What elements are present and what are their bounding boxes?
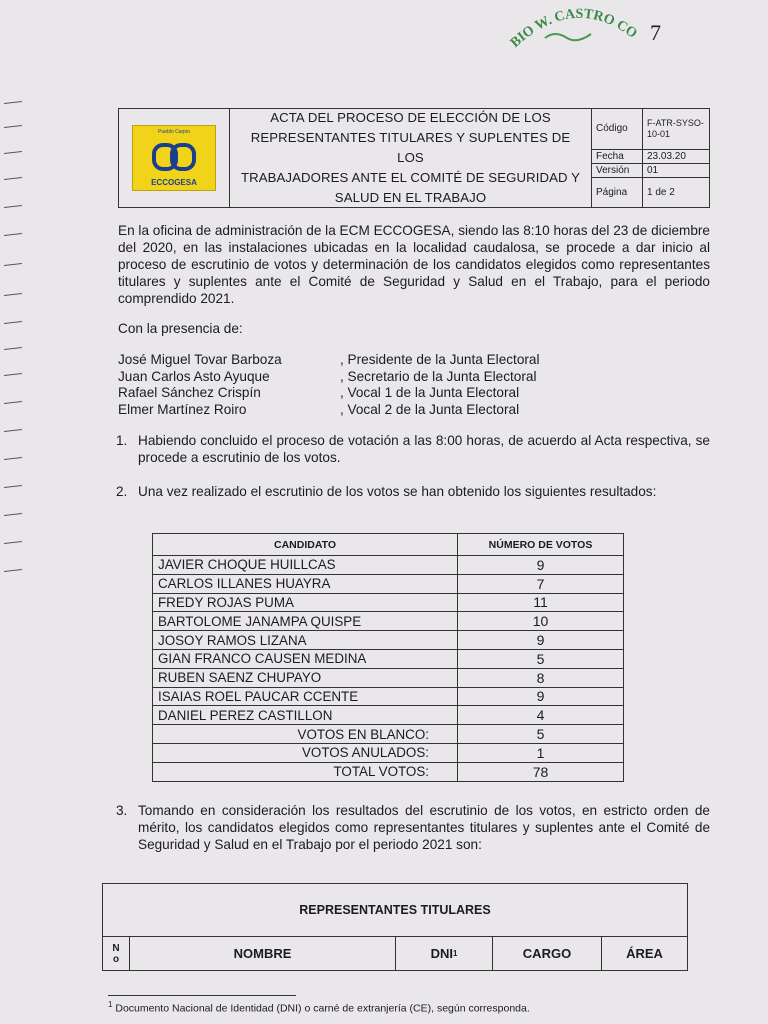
column-header-dni [396, 937, 493, 970]
vote-count: 5 [458, 649, 624, 668]
item-number: 1. [116, 433, 128, 448]
title-line: SALUD EN EL TRABAJO [334, 190, 487, 205]
document-meta [592, 109, 709, 207]
intro-paragraph: En la oficina de administración de la ECM ECCOGESA, siendo las 8:10 horas del 23 de diciembre del 2020, en las instalaciones ubicadas en la localidad caudalosa, se procede a dar inicio al proceso de escrutinio de votos y determinación de los candidatos elegidos como representantes titulares y suplentes ante el Comité de Seguridad y Salud en el Trabajo, para el periodo comprendido 2021. [118, 223, 710, 306]
candidate-name: RUBEN SAENZ CHUPAYO [153, 668, 458, 687]
vote-count: 8 [458, 668, 624, 687]
item-2 [116, 483, 710, 500]
meta-label: Página [592, 177, 643, 207]
table-row [153, 706, 624, 725]
item-3 [116, 802, 710, 853]
member-name: José Miguel Tovar Barboza [118, 352, 282, 367]
column-header-no-top: N [112, 942, 120, 954]
column-header: CANDIDATO [153, 534, 458, 556]
column-header: NÚMERO DE VOTOS [458, 534, 624, 556]
member-row [118, 385, 540, 402]
page-number: 7 [650, 20, 661, 45]
member-role: , Secretario de la Junta Electoral [340, 368, 537, 384]
document-header [118, 108, 710, 208]
vote-count: 7 [458, 574, 624, 593]
totals-row [153, 725, 624, 744]
meta-value: 23.03.20 [643, 149, 710, 163]
votes-table [152, 533, 624, 782]
footnote-divider [108, 995, 296, 996]
footnote [108, 1000, 530, 1015]
column-header-no-bottom: o [112, 953, 120, 965]
column-header-area: ÁREA [626, 946, 663, 961]
item-text: Habiendo concluido el proceso de votación a las 8:00 horas, de acuerdo al Acta respectiva, se procede a escrutinio de los votos. [138, 433, 710, 465]
logo-tagline: Pueblo Carpio [158, 129, 190, 135]
totals-label: VOTOS EN BLANCO: [153, 725, 458, 744]
vote-count: 9 [458, 631, 624, 650]
member-name: Juan Carlos Asto Ayuque [118, 368, 270, 384]
candidate-name: CARLOS ILLANES HUAYRA [153, 574, 458, 593]
company-logo [132, 125, 216, 191]
member-row [118, 352, 540, 369]
table-row [153, 631, 624, 650]
item-number: 2. [116, 484, 128, 499]
votes-header-row [153, 534, 624, 556]
member-row [118, 369, 540, 386]
table-row [153, 687, 624, 706]
totals-row [153, 762, 624, 781]
vote-count: 9 [458, 687, 624, 706]
title-line: TRABAJADORES ANTE EL COMITÉ DE SEGURIDAD Y [240, 170, 581, 185]
logo-cell [119, 109, 230, 207]
representatives-table [102, 883, 688, 971]
member-role: , Vocal 2 de la Junta Electoral [340, 401, 520, 417]
vote-count: 10 [458, 612, 624, 631]
table-row [153, 612, 624, 631]
junta-members [118, 352, 540, 418]
svg-text:BIO W. CASTRO CO: BIO W. CASTRO CO [507, 6, 640, 50]
representatives-title: REPRESENTANTES TITULARES [103, 884, 687, 937]
document-title [230, 109, 592, 207]
title-line: REPRESENTANTES TITULARES Y SUPLENTES DE LOS [250, 130, 571, 165]
presence-label: Con la presencia de: [118, 321, 243, 336]
candidate-name: JAVIER CHOQUE HUILLCAS [153, 556, 458, 575]
meta-label: Versión [592, 163, 643, 177]
logo-rings-icon [151, 141, 197, 173]
meta-label: Código [592, 109, 643, 149]
candidate-name: JOSOY RAMOS LIZANA [153, 631, 458, 650]
member-name: Elmer Martínez Roiro [118, 401, 247, 417]
representatives-header-row [103, 937, 687, 970]
table-row [153, 556, 624, 575]
vote-count: 4 [458, 706, 624, 725]
vote-count: 11 [458, 593, 624, 612]
item-text: Tomando en consideración los resultados del escrutinio de los votos, en estricto orden de mérito, los candidatos elegidos como representantes titulares y suplentes ante el Comité de Seguridad y Salud en el Trabajo por el periodo 2021 son: [138, 803, 710, 852]
totals-label: TOTAL VOTOS: [153, 762, 458, 781]
column-header-cargo: CARGO [493, 937, 602, 970]
column-header-name: NOMBRE [130, 937, 396, 970]
totals-label: VOTOS ANULADOS: [153, 743, 458, 762]
candidate-name: BARTOLOME JANAMPA QUISPE [153, 612, 458, 631]
member-role: , Presidente de la Junta Electoral [340, 352, 540, 367]
candidate-name: FREDY ROJAS PUMA [153, 593, 458, 612]
item-number: 3. [116, 803, 128, 818]
totals-value: 1 [458, 743, 624, 762]
item-text: Una vez realizado el escrutinio de los votos se han obtenido los siguientes resultados: [138, 484, 657, 499]
totals-value: 5 [458, 725, 624, 744]
margin-tick-marks [4, 90, 26, 610]
table-row [153, 593, 624, 612]
totals-value: 78 [458, 762, 624, 781]
table-row [153, 668, 624, 687]
member-role: , Vocal 1 de la Junta Electoral [340, 385, 520, 400]
footnote-mark: 1 [108, 1000, 113, 1009]
candidate-name: ISAIAS ROEL PAUCAR CCENTE [153, 687, 458, 706]
table-row [153, 649, 624, 668]
member-name: Rafael Sánchez Crispín [118, 385, 261, 400]
logo-name: ECCOGESA [151, 178, 197, 187]
totals-row [153, 743, 624, 762]
table-row [153, 574, 624, 593]
vote-count: 9 [458, 556, 624, 575]
member-row [118, 402, 540, 419]
candidate-name: GIAN FRANCO CAUSEN MEDINA [153, 649, 458, 668]
meta-label: Fecha [592, 149, 643, 163]
column-header-no [103, 937, 130, 970]
item-1 [116, 432, 710, 466]
dni-label: DNI [430, 946, 453, 961]
candidate-name: DANIEL PEREZ CASTILLON [153, 706, 458, 725]
meta-value: 01 [643, 163, 710, 177]
meta-value: F-ATR-SYSO-10-01 [643, 109, 710, 149]
dni-footnote-mark: 1 [452, 949, 458, 958]
seal-stamp [505, 0, 645, 50]
footnote-text: Documento Nacional de Identidad (DNI) o carné de extranjería (CE), según corresponda. [112, 1002, 530, 1015]
meta-value: 1 de 2 [647, 186, 675, 198]
title-line: ACTA DEL PROCESO DE ELECCIÓN DE LOS [270, 110, 551, 125]
